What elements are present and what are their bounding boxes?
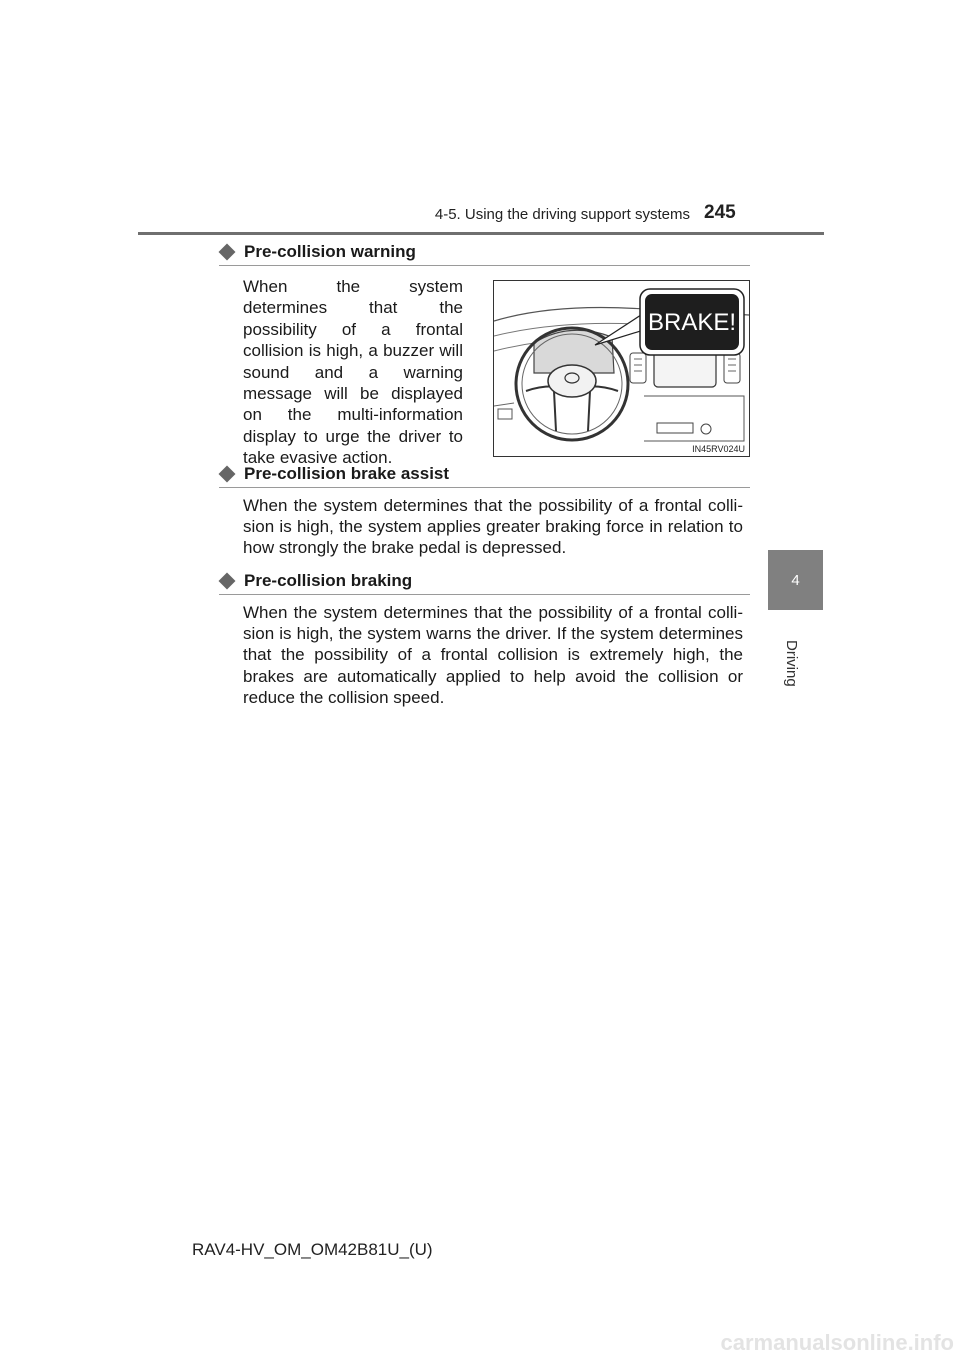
section-title-text: Pre-collision braking <box>244 571 413 590</box>
section-title-pre-collision-brake-assist <box>219 464 449 484</box>
diamond-bullet-icon <box>219 466 236 483</box>
section-title-pre-collision-warning <box>219 242 416 262</box>
chapter-tab-number: 4 <box>791 571 800 589</box>
chapter-tab <box>768 550 823 610</box>
figure-code: IN45RV024U <box>692 444 745 454</box>
section-rule <box>219 487 750 488</box>
section-title-pre-collision-braking <box>219 571 412 591</box>
section-rule <box>219 594 750 595</box>
header-rule <box>138 232 824 235</box>
section-title-text: Pre-collision brake assist <box>244 464 450 483</box>
section-rule <box>219 265 750 266</box>
watermark-logo <box>676 1330 956 1356</box>
section-body-pre-collision-brake-assist: When the system determines that the possibility of a frontal colli-sion is high, the system applies greater braking force in relation to how strongly the brake pedal is depressed. <box>243 496 743 558</box>
diamond-bullet-icon <box>219 573 236 590</box>
running-header-section: 4-5. Using the driving support systems <box>434 206 690 223</box>
chapter-tab-label: Driving <box>783 640 800 687</box>
watermark-text: carmanualsonline.info <box>720 1330 954 1355</box>
brake-warning-text: BRAKE! <box>647 309 737 336</box>
section-body-pre-collision-warning: When the system determines that the possibility of a frontal collision is high, a buzzer will sound and a warning message will be displayed on the multi-information display to urge the driver to take evasive action. <box>243 277 463 468</box>
dashboard-drawing <box>494 281 749 456</box>
dashboard-illustration <box>493 280 750 457</box>
section-body-pre-collision-braking: When the system determines that the possibility of a frontal colli-sion is high, the system warns the driver. If the system determines that the possibility of a frontal collision is extremely high, the brakes are automatically applied to help avoid the collision or reduce the collision speed. <box>243 603 743 707</box>
document-code: RAV4-HV_OM_OM42B81U_(U) <box>192 1240 433 1259</box>
diamond-bullet-icon <box>219 244 236 261</box>
page-number: 245 <box>704 202 736 223</box>
section-title-text: Pre-collision warning <box>244 242 416 261</box>
